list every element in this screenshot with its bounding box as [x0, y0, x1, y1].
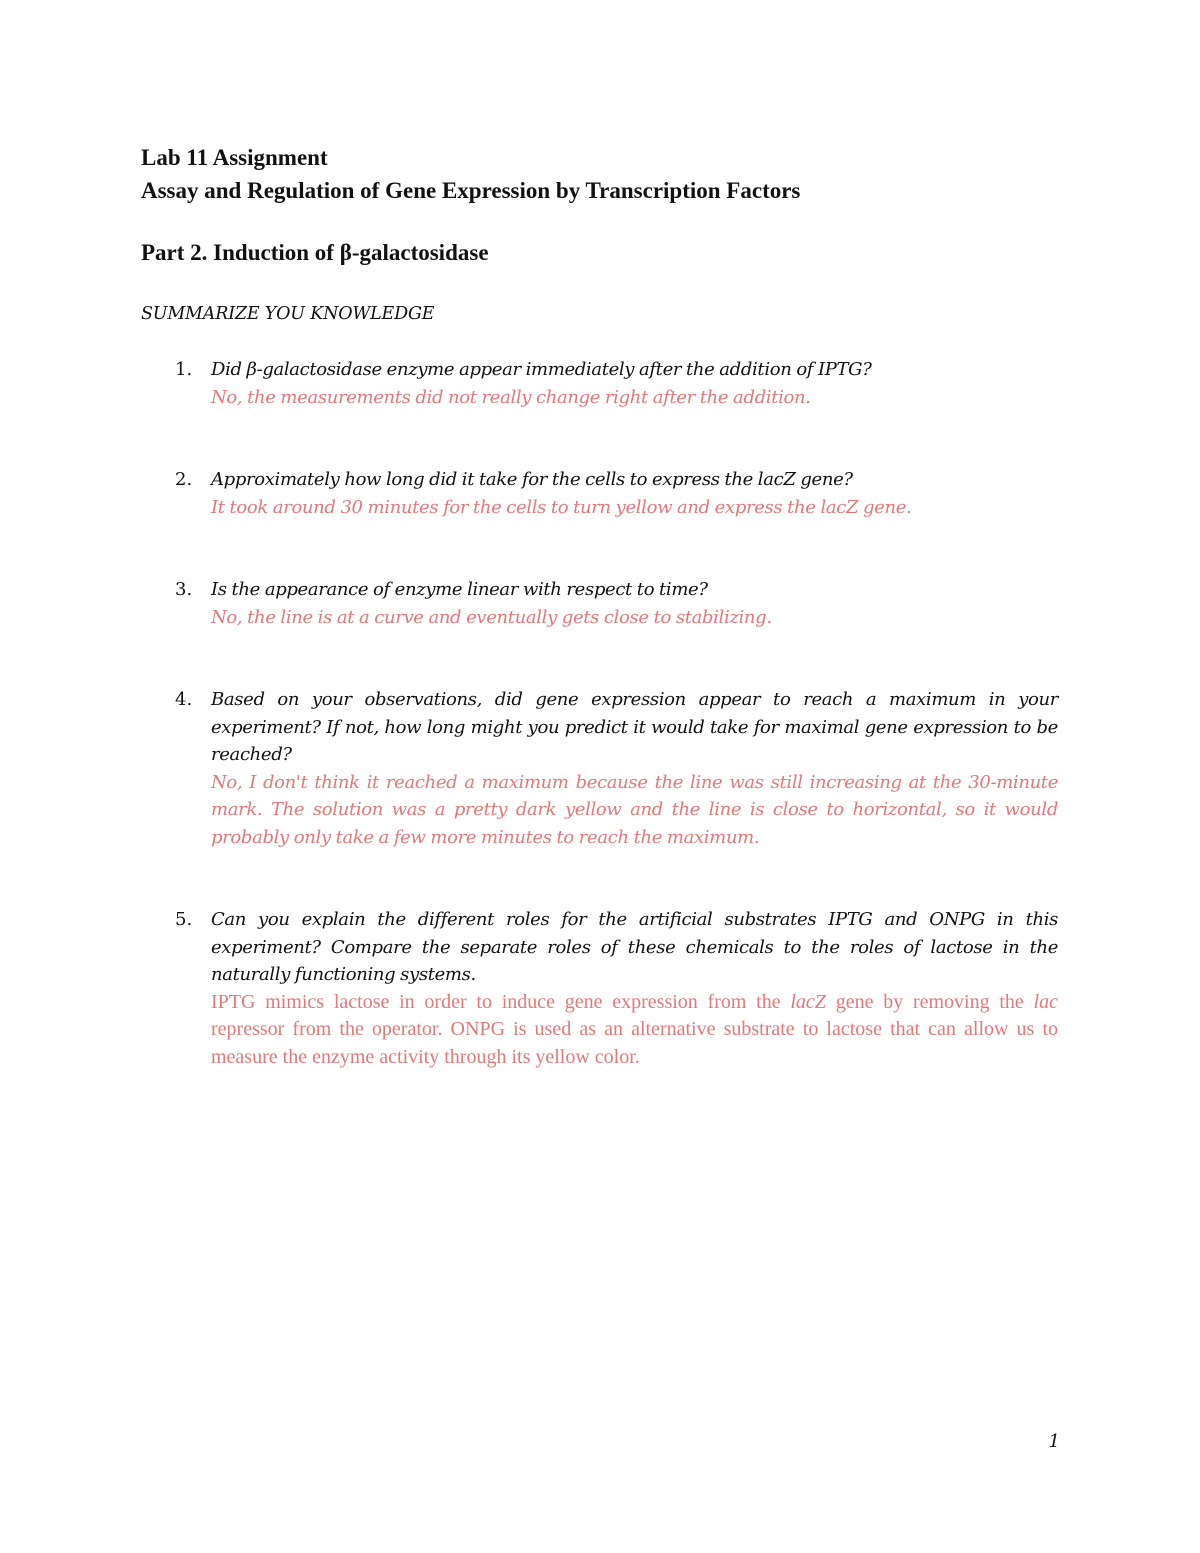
question-text: Is the appearance of enzyme linear with respect to time? [211, 579, 708, 600]
answer-text: No, I don't think it reached a maximum because the line was still increasing at the 30-minute mark. The solution was a pretty dark yellow and the line is close to horizontal, so it would probably only take a few more minutes to reach the maximum. [211, 771, 1058, 848]
gene-name-lac: lac [1033, 990, 1058, 1013]
document-subtitle: Assay and Regulation of Gene Expression by Transcription Factors [141, 178, 801, 203]
answer-segment: gene by removing the [825, 990, 1034, 1013]
question-text: Did β-galactosidase enzyme appear immediately after the addition of IPTG? [211, 359, 872, 380]
question-text: Approximately how long did it take for the cells to express the lacZ gene? [211, 469, 853, 490]
question-number: 5. [175, 909, 193, 930]
answer-segment: IPTG mimics lactose in order to induce gene expression from the [211, 990, 791, 1013]
answer-segment: repressor from the operator. ONPG is used as an alternative substrate to lactose that can allow us to measure the enzyme activity through its yellow color. [211, 1018, 1058, 1068]
page-number: 1 [1048, 1431, 1060, 1452]
answer-text: It took around 30 minutes for the cells to turn yellow and express the lacZ gene. [211, 496, 912, 518]
question-number: 2. [175, 469, 193, 490]
gene-name-lacz: lacZ [790, 990, 826, 1013]
document-title: Lab 11 Assignment [141, 145, 328, 170]
question-text: Based on your observations, did gene expression appear to reach a maximum in your experiment? If not, how long might you predict it would take for maximal gene expression to be reached? [211, 689, 1058, 765]
question-number: 3. [175, 579, 193, 600]
question-number: 1. [175, 359, 193, 380]
question-number: 4. [175, 689, 193, 710]
answer-text: No, the line is at a curve and eventually gets close to stabilizing. [211, 606, 772, 628]
answer-text: No, the measurements did not really change right after the addition. [211, 386, 811, 408]
question-text: Can you explain the different roles for the artificial substrates IPTG and ONPG in this experiment? Compare the separate roles of these chemicals to the roles of lactose in the naturally functioning systems. [211, 909, 1058, 985]
section-label: SUMMARIZE YOU KNOWLEDGE [141, 304, 435, 324]
part-heading: Part 2. Induction of β-galactosidase [141, 240, 489, 265]
answer-text [211, 989, 1058, 1072]
